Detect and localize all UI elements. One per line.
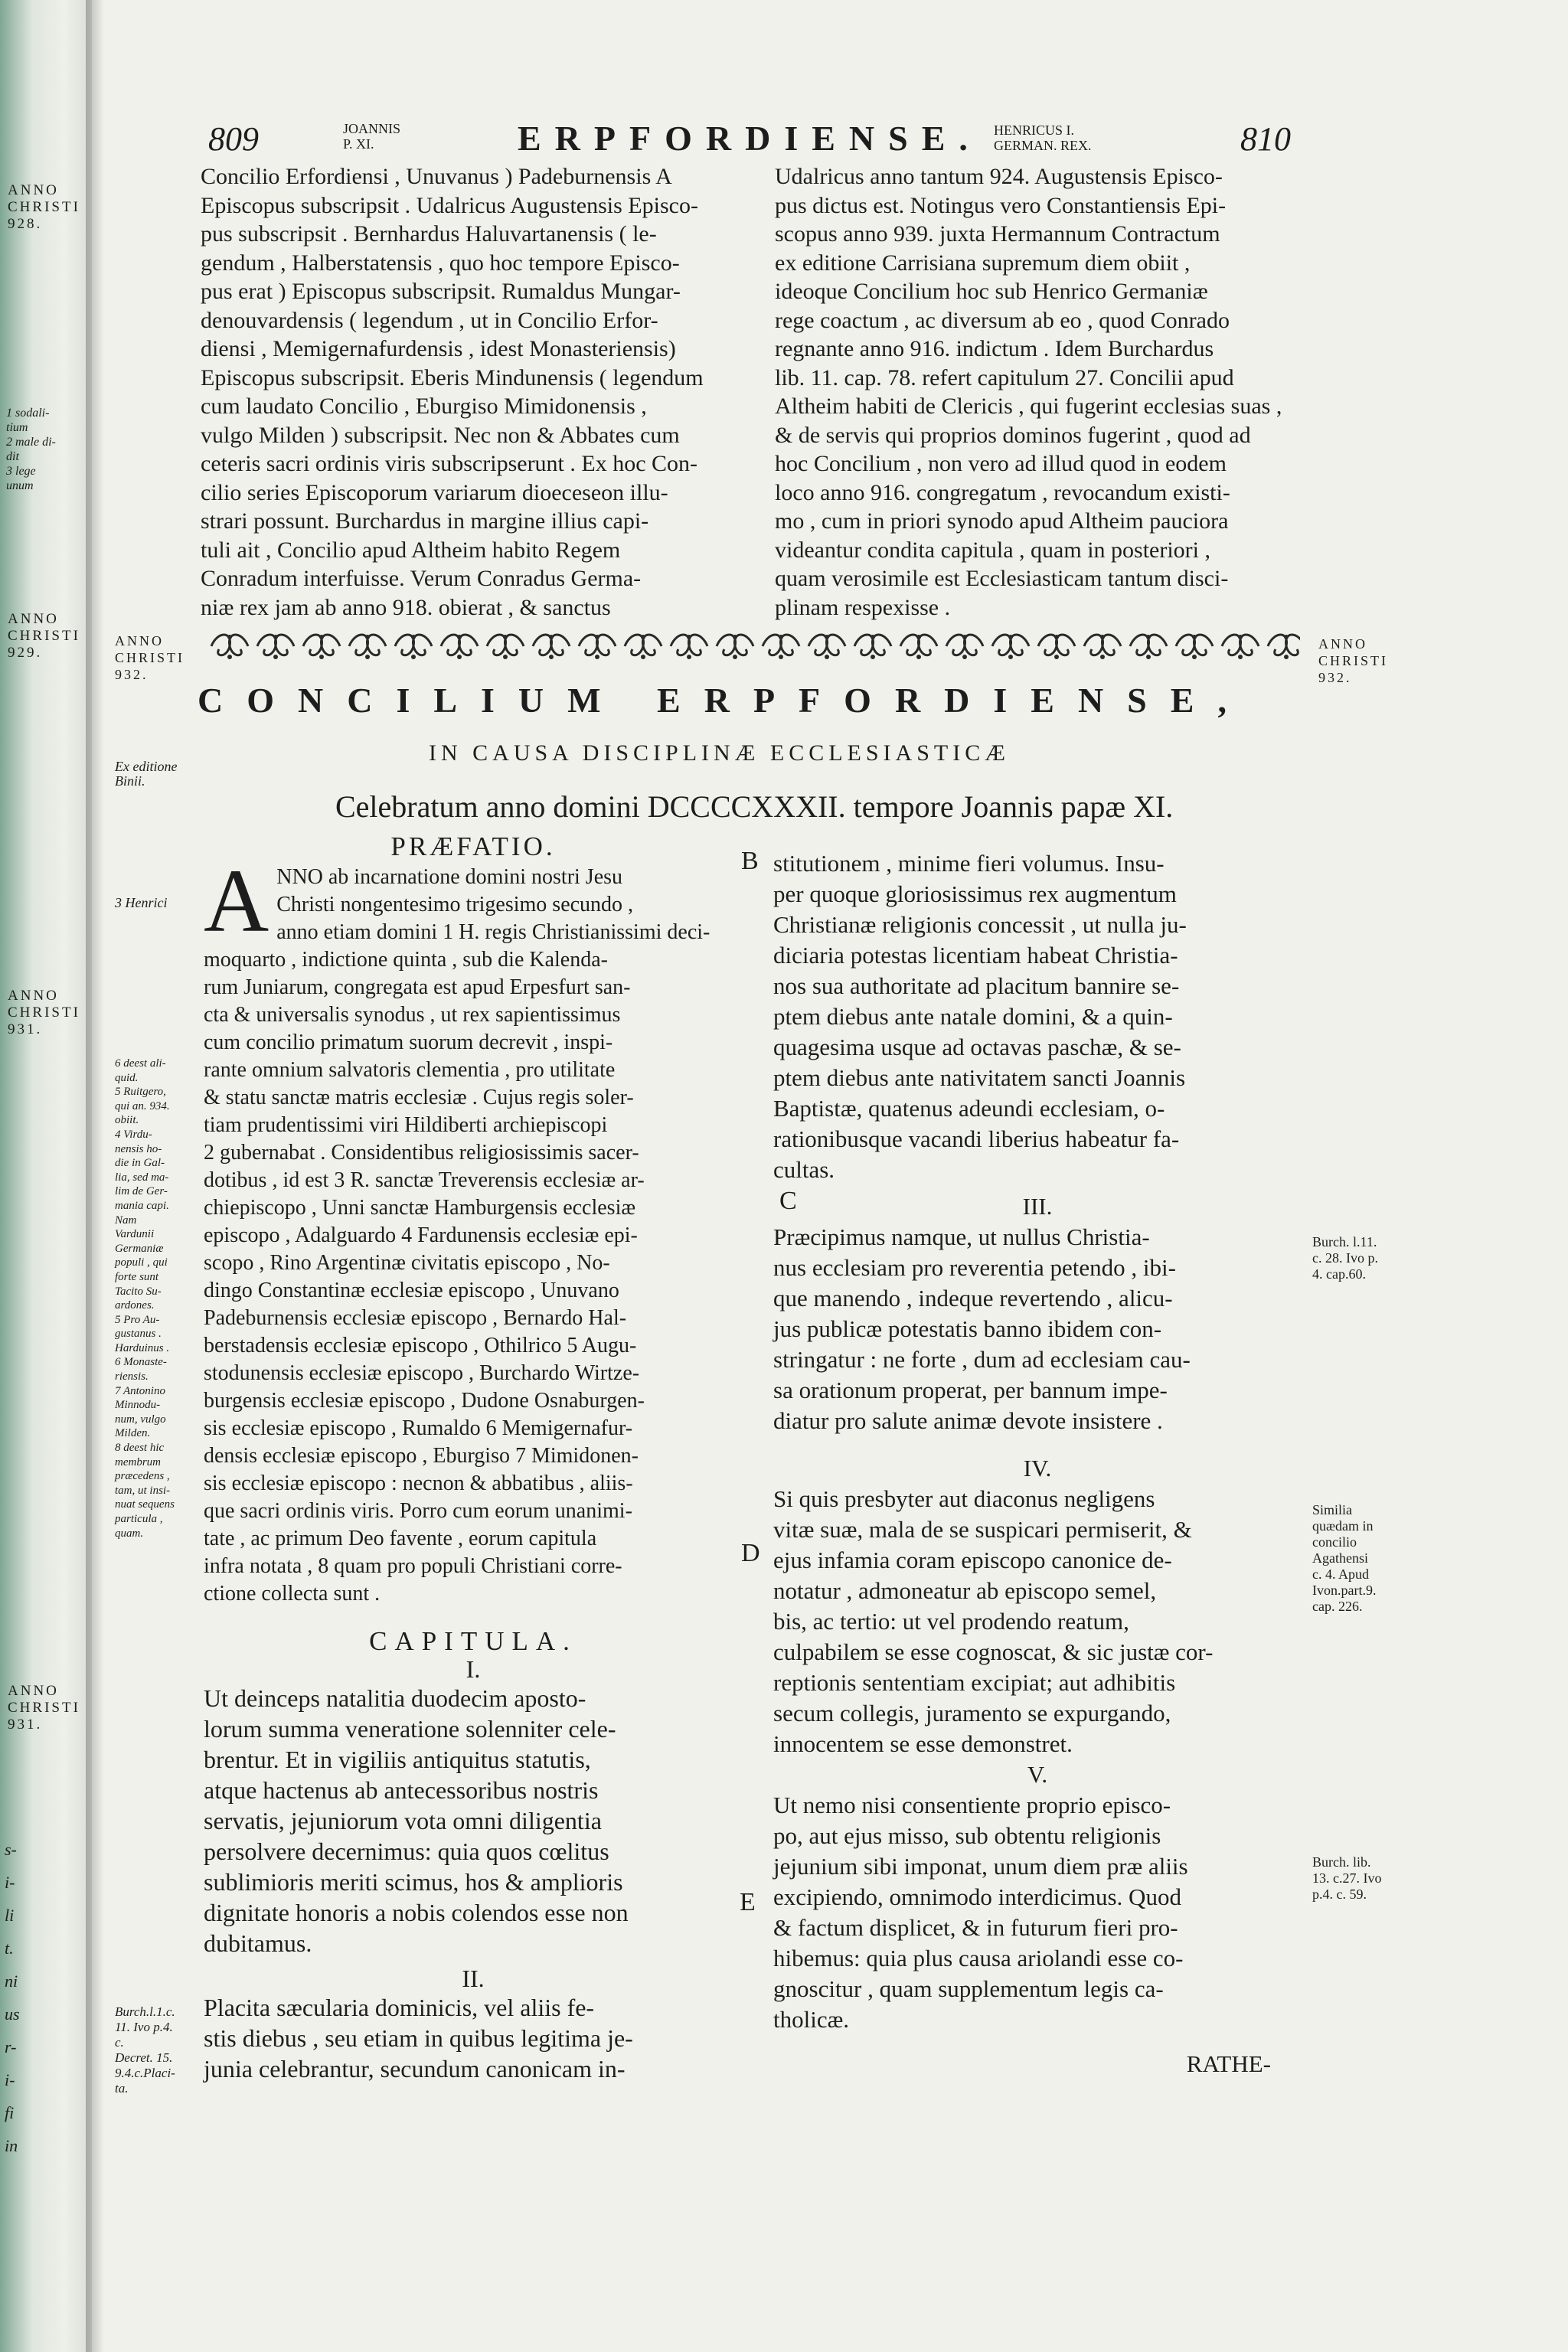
section-letter-d: D — [741, 1539, 760, 1567]
anno-christi-932-right: ANNO CHRISTI 932. — [1318, 636, 1389, 685]
margin-note-ex-editione: Ex editione Binii. — [115, 759, 178, 789]
praefatio-line: NNO ab incarnatione domini nostri Jesu — [276, 865, 623, 889]
margin-note-burchardus: Burch.l.1.c. 11. Ivo p.4. c. Decret. 15. 9.4.c.Placi- ta. — [115, 2004, 175, 2096]
margin-note-henrici: 3 Henrici — [115, 895, 168, 910]
margin-note-burch-v: Burch. lib. 13. c.27. Ivo p.4. c. 59. — [1312, 1854, 1382, 1902]
chapter-5-number: V. — [1027, 1761, 1048, 1788]
chapter-4-text: Si quis presbyter aut diaconus negligens vitæ suæ, mala de se suspicari permiserit, & ejus infamia coram episcopo canonice de- notatur , admoneatur ab episcopo semel, bis, ac tertio: ut vel prodendo reatum, culpabilem se esse cognoscat, & sic justæ cor- reptionis sententiam excipiat; aut adhibitis secum collegis, juramento se expurgando, innocentem se esse demonstret. — [773, 1485, 1214, 1757]
page-number-left: 809 — [208, 120, 259, 158]
page-number-right: 810 — [1240, 120, 1291, 158]
anno-christi-929: ANNO CHRISTI 929. — [8, 611, 80, 661]
section-letter-c: C — [779, 1187, 797, 1215]
top-right-column: Udalricus anno tantum 924. Augustensis Episco- pus dictus est. Notingus vero Constantiensis Epi- scopus anno 939. juxta Hermannum Contractum ex editione Carrisiana supremum diem obiit , ideoque Concilium hoc sub Henrico Germaniæ rege coactum , ac diversum ab eo , quod Conrado regnante anno 916. indictum . Idem Burchardus lib. 11. cap. 78. refert capitulum 27. Concilii apud Altheim habiti de Clericis , qui fugerint ecclesias suas , & de servis qui proprios dominos fugerint , quod ad hoc Concilium , non vero ad illud quod in eodem loco anno 916. congregatum , revocandum existi- mo , cum in priori synodo apud Altheim pauciora videantur condita capitula , quam in posteriori , quam verosimile est Ecclesiasticam tantum disci- plinam respexisse . — [775, 164, 1282, 620]
anno-christi-931-b: ANNO CHRISTI 931. — [8, 1683, 80, 1733]
drop-cap-a: A — [204, 851, 270, 951]
section-letter-e: E — [740, 1888, 756, 1916]
chapter-1-text: Ut deinceps natalitia duodecim aposto- lorum summa veneratione solenniter cele- brentur. Et in vigiliis antiquitus statutis, atque hactenus ab antecessoribus nostris servatis, jejuniorum vota omni diligentia persolvere decernimus: quia quos cœlitus sublimioris meriti scimus, hos & amplioris dignitate honoris a nobis colendos esse non dubitamus. — [204, 1684, 629, 1957]
chapter-4-number: IV. — [1023, 1455, 1052, 1481]
ornament-band — [207, 628, 1300, 665]
binding-gutter-shadow — [86, 0, 104, 2352]
anno-christi-932-left: ANNO CHRISTI 932. — [115, 633, 185, 682]
margin-note-similia: Similia quædam in concilio Agathensi c. 4. Apud Ivon.part.9. cap. 226. — [1312, 1502, 1377, 1614]
chapter-2-number: II. — [462, 1965, 485, 1992]
chapter-3-text: Præcipimus namque, ut nullus Christia- nus ecclesiam pro reverentia petendo , ibi- que manendo , indeque revertendo , alicu- jus publicæ potestatis banno ibidem con- stringatur : ne forte , dum ad ecclesiam cau- sa orationum properat, per bannum impe- diatur pro salute animæ devote insistere . — [773, 1223, 1191, 1434]
section-letter-b: B — [741, 847, 759, 875]
chapter-1-number: I. — [466, 1655, 481, 1683]
praefatio-heading: PRÆFATIO. — [390, 831, 556, 861]
header-king-tag: HENRICUS I. GERMAN. REX. — [994, 122, 1092, 153]
margin-note-burch-iii: Burch. l.11. c. 28. Ivo p. 4. cap.60. — [1312, 1234, 1378, 1282]
header-pope-tag: JOANNIS P. XI. — [343, 121, 401, 152]
capitula-heading: CAPITULA. — [369, 1626, 577, 1656]
chapter-2-text: Placita sæcularia dominicis, vel aliis fe- stis diebus , seu etiam in quibus legitima je- junia celebrantur, secundum canonicam in- — [204, 1994, 633, 2082]
celebration-date-line: Celebratum anno domini DCCCCXXXII. tempore Joannis papæ XI. — [335, 789, 1174, 824]
cut-text-fragments: s- i- li t. ni us r- i- fi in — [5, 1840, 20, 2155]
top-left-column: Concilio Erfordiensi , Unuvanus ) Padeburnensis A Episcopus subscripsit . Udalricus Augustensis Episco- pus subscripsit . Bernhardus Haluvartanensis ( le- gendum , Halberstatensis , quo hoc tempore Episco- pus erat ) Episcopus subscripsit. Rumaldus Mungar- denouvardensis ( legendum , ut in Concilio Erfor- diensi , Memigernafurdensis , idest Monasteriensis) Episcopus subscripsit. Eberis Mindunensis ( legendum cum laudato Concilio , Eburgiso Mimidonensis , vulgo Milden ) subscripsit. Nec non & Abbates cum ceteris sacri ordinis viris subscripserunt . Ex hoc Con- cilio series Episcoporum variarum dioeceseon illu- strari possunt. Burchardus in margine illius capi- tuli ait , Concilio apud Altheim habito Regem Conradum interfuisse. Verum Conradus Germa- niæ rex jam ab anno 918. obierat , & sanctus — [201, 164, 704, 620]
margin-notes-footnotes: 6 deest ali- quid. 5 Ruitgero, qui an. 934. obiit. 4 Virdu- nensis ho- die in Gal- lia, sed ma- lim de Ger- mania capi. Nam Vardunii Germaniæ populi , qui forte sunt Tacito Su- ardones. 5 Pro Au- gustanus . Harduinus . 6 Monaste- riensis. 7 Antonino Minnodu- num, vulgo Milden. 8 deest hic membrum præcedens , tam, ut insi- nuat sequens particula , quam. — [115, 1057, 175, 1540]
anno-christi-931-a: ANNO CHRISTI 931. — [8, 988, 80, 1037]
anno-christi-928: ANNO CHRISTI 928. — [8, 182, 80, 232]
chapter-5-text: Ut nemo nisi consentiente proprio episco- po, aut ejus misso, sub obtentu religionis jejunium sibi imponat, unum diem præ aliis excipiendo, omnimodo interdicimus. Quod & factum displicet, & in futurum fieri pro- hibemus: quia plus causa ariolandi esse co- gnoscitur , quam supplementum legis ca- tholicæ. — [773, 1792, 1188, 2033]
margin-note-sodalitium: 1 sodali- tium 2 male di- dit 3 lege unum — [6, 407, 56, 492]
council-subtitle: IN CAUSA DISCIPLINÆ ECCLESIASTICÆ — [429, 740, 1010, 766]
body-left-column: PRÆFATIO. A NNO ab incarnatione domini nostri Jesu Christi nongentesimo trigesimo secundo , anno etiam domini 1 H. regis Christianissimi deci- moquarto , indictione quinta , sub die Kalenda- rum Juniarum, congregata est apud Erpesfurt san- cta & universalis synodus , ut rex sapientissimus cum concilio primatum suorum decrevit , inspi- rante omnium salvatoris clementia , pro utilitate & statu sanctæ matris ecclesiæ . Cujus regis soler- tiam prudentissimi viri Hildiberti archiepiscopi 2 gubernabat . Considentibus religiosissimis sacer- dotibus , id est 3 R. sanctæ Treverensis ecclesiæ ar- chiepiscopo , Unni sanctæ Hamburgensis ecclesiæ episcopo , Adalguardo 4 Fardunensis ecclesiæ epi- scopo , Rino Argentinæ civitatis episcopo , No- dingo Constantinæ ecclesiæ episcopo , Unuvano Padeburnensis ecclesiæ episcopo , Bernardo Hal- berstadensis ecclesiæ episcopo , Othilrico 5 Augu- stodunensis ecclesiæ episcopo , Burchardo Wirtze- burgensis ecclesiæ episcopo , Dudone Osnaburgen- sis ecclesiæ episcopo , Rumaldo 6 Memigernafur- densis ecclesiæ episcopo , Eburgiso 7 Mimidonen- sis ecclesiæ episcopo : necnon & abbatibus , aliis- que sacri ordinis viris. Porro cum eorum unanimi- tate , ac primum Deo favente , eorum capitula infra notata , 8 quam pro populi Christiani corre- ctione collecta sunt . CAPITULA. I. Ut deinceps natalitia duodecim aposto- lorum summa veneratione solenniter cele- brentur. Et in vigiliis antiquitus statutis, atque hactenus ab antecessoribus nostris servatis, jejuniorum vota omni diligentia persolvere decernimus: quia quos cœlitus sublimioris meriti scimus, hos & amplioris dignitate honoris a nobis colendos esse non dubitamus. II. Placita sæcularia dominicis, vel aliis fe- stis diebus , seu etiam in quibus legitima je- junia celebrantur, secundum canonicam in- — [204, 833, 743, 2084]
body-right-column: stitutionem , minime fieri volumus. Insu- per quoque gloriosissimus rex augmentum Christianæ religionis concessit , ut nulla ju- diciaria potestas licentiam habeat Christia- nos sua authoritate ad placitum bannire se- ptem diebus ante natale domini, & a quin- quagesima usque ad octavas paschæ, & se- ptem diebus ante nativitatem sancti Joannis Baptistæ, quatenus adeundi ecclesiam, o- rationibusque vacandi liberius habeatur fa- cultas. III. Præcipimus namque, ut nullus Christia- nus ecclesiam pro reverentia petendo , ibi- que manendo , indeque revertendo , alicu- jus publicæ potestatis banno ibidem con- stringatur : ne forte , dum ad ecclesiam cau- sa orationum properat, per bannum impe- diatur pro salute animæ devote insistere . IV. Si quis presbyter aut diaconus negligens vitæ suæ, mala de se suspicari permiserit, & ejus infamia coram episcopo canonice de- notatur , admoneatur ab episcopo semel, bis, ac tertio: ut vel prodendo reatum, culpabilem se esse cognoscat, & sic justæ cor- reptionis sententiam excipiat; aut adhibitis secum collegis, juramento se expurgando, innocentem se esse demonstret. V. Ut nemo nisi consentiente proprio episco- po, aut ejus misso, sub obtentu religionis jejunium sibi imponat, unum diem præ aliis excipiendo, omnimodo interdicimus. Quod & factum displicet, & in futurum fieri pro- hibemus: quia plus causa ariolandi esse co- gnoscitur , quam supplementum legis ca- tholicæ. RATHE- — [773, 848, 1302, 2079]
running-title: ERPFORDIENSE. — [518, 119, 982, 158]
previous-page-edge — [0, 0, 92, 2352]
council-title: CONCILIUM ERPFORDIENSE, — [198, 681, 1250, 720]
chapter-3-number: III. — [1022, 1193, 1053, 1220]
catchword: RATHE- — [1186, 2050, 1271, 2077]
